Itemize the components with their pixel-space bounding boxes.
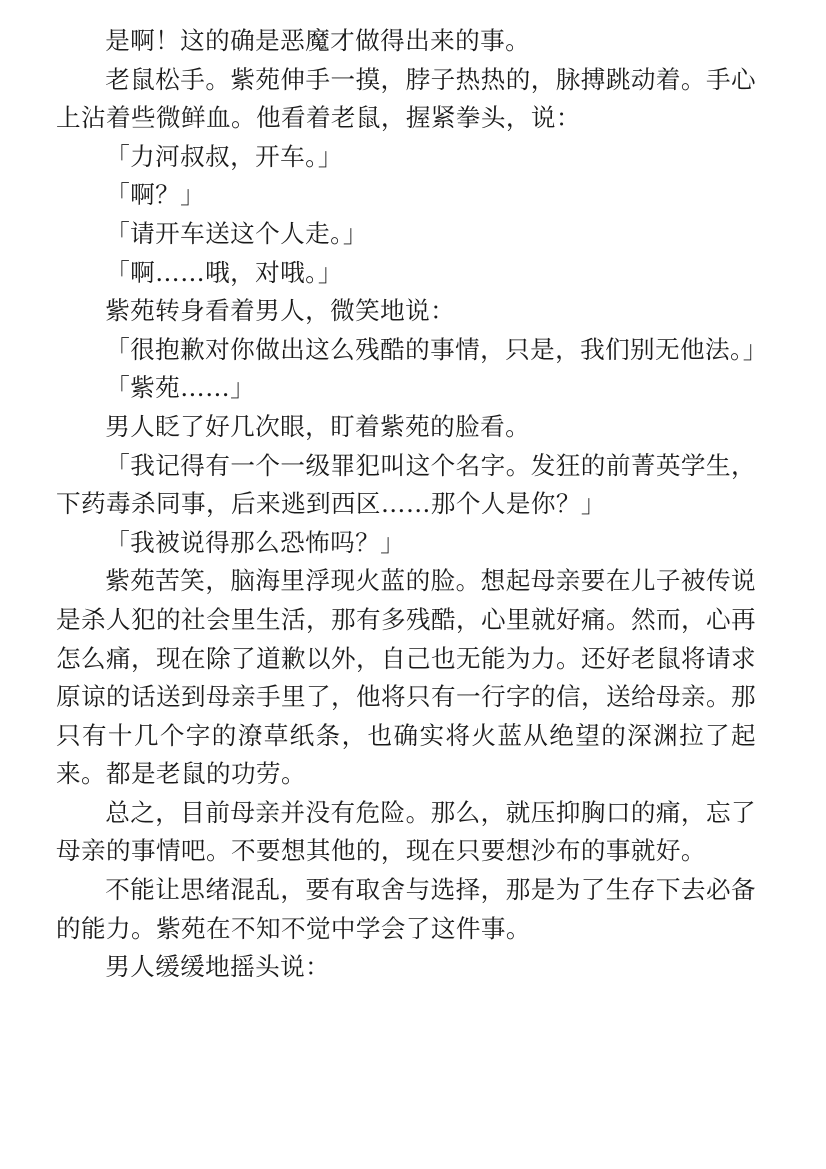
paragraph: 「紫苑……」	[105, 373, 256, 403]
document-body	[56, 22, 768, 987]
paragraph: 紫苑苦笑，脑海里浮现火蓝的脸。想起母亲要在儿子被传说是杀人犯的社会里生活，那有多残酷，心里就好痛。然而，心再怎么痛，现在除了道歉以外，自己也无能为力。还好老鼠将请求原谅的话送到母亲手里了，他将只有一行字的信，送给母亲。那只有十几个字的潦草纸条，也确实将火蓝从绝望的深渊拉了起来。都是老鼠的功劳。	[56, 566, 756, 789]
paragraph: 「很抱歉对你做出这么残酷的事情，只是，我们别无他法。」	[105, 334, 768, 364]
paragraph: 总之，目前母亲并没有危险。那么，就压抑胸口的痛，忘了母亲的事情吧。不要想其他的，现在只要想沙布的事就好。	[56, 797, 756, 866]
paragraph: 是啊！这的确是恶魔才做得出来的事。	[105, 26, 531, 55]
paragraph: 「我被说得那么恐怖吗？」	[105, 527, 406, 557]
paragraph: 老鼠松手。紫苑伸手一摸，脖子热热的，脉搏跳动着。手心上沾着些微鲜血。他看着老鼠，握紧拳头，说：	[56, 64, 756, 133]
paragraph: 「请开车送这个人走。」	[105, 218, 368, 248]
paragraph: 「啊？」	[105, 180, 206, 210]
paragraph: 「力河叔叔，开车。」	[105, 141, 343, 171]
paragraph: 男人缓缓地摇头说：	[105, 952, 331, 982]
paragraph: 不能让思绪混乱，要有取舍与选择，那是为了生存下去必备的能力。紫苑在不知不觉中学会了这件事。	[56, 875, 756, 943]
paragraph: 「啊……哦，对哦。」	[105, 257, 343, 287]
paragraph: 「我记得有一个一级罪犯叫这个名字。发狂的前菁英学生，下药毒杀同事，后来逃到西区……那个人是你？」	[56, 450, 756, 519]
paragraph: 紫苑转身看着男人，微笑地说：	[105, 296, 456, 326]
paragraph: 男人眨了好几次眼，盯着紫苑的脸看。	[105, 411, 531, 441]
